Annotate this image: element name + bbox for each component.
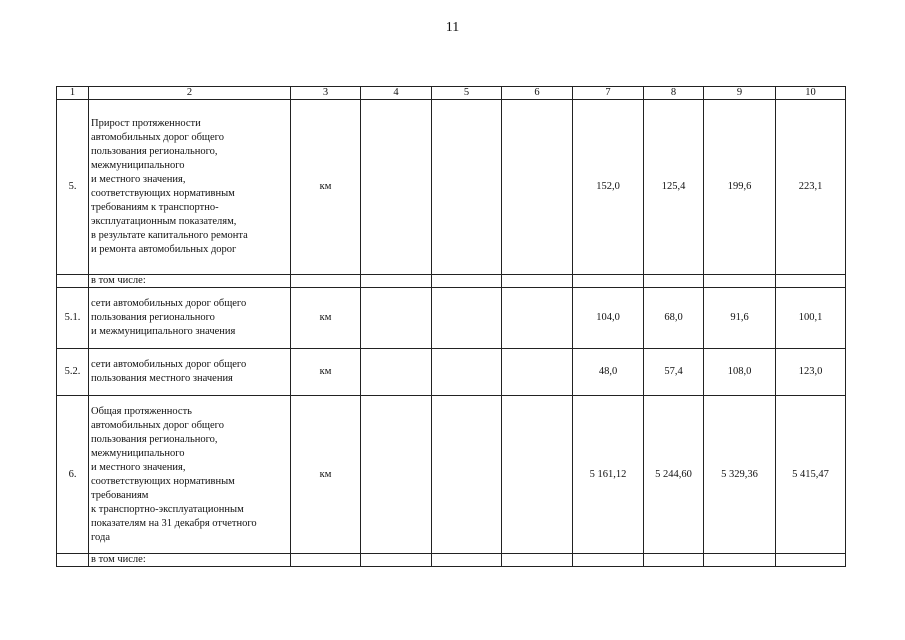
unit-cell bbox=[291, 275, 361, 288]
column-header: 10 bbox=[776, 87, 846, 100]
indicator-name: в том числе: bbox=[89, 275, 291, 288]
row-number: 5.2. bbox=[57, 349, 89, 396]
column-header: 1 bbox=[57, 87, 89, 100]
value-cell bbox=[704, 554, 776, 567]
value-cell bbox=[573, 275, 644, 288]
indicators-table bbox=[56, 86, 846, 567]
table-row bbox=[57, 100, 846, 275]
column-header: 7 bbox=[573, 87, 644, 100]
unit-cell: км bbox=[291, 396, 361, 554]
unit-cell bbox=[291, 554, 361, 567]
column-header: 9 bbox=[704, 87, 776, 100]
unit-cell: км bbox=[291, 349, 361, 396]
column-header: 6 bbox=[502, 87, 573, 100]
value-cell: 152,0 bbox=[573, 100, 644, 275]
value-cell bbox=[502, 275, 573, 288]
value-cell bbox=[432, 554, 502, 567]
value-cell: 57,4 bbox=[644, 349, 704, 396]
value-cell: 125,4 bbox=[644, 100, 704, 275]
value-cell bbox=[432, 100, 502, 275]
indicator-name: в том числе: bbox=[89, 554, 291, 567]
value-cell bbox=[704, 275, 776, 288]
value-cell bbox=[361, 288, 432, 349]
column-header: 2 bbox=[89, 87, 291, 100]
value-cell bbox=[502, 396, 573, 554]
indicator-name: сети автомобильных дорог общего пользования регионального и межмуниципального значения bbox=[89, 288, 291, 349]
value-cell: 199,6 bbox=[704, 100, 776, 275]
page-number: 11 bbox=[445, 20, 460, 35]
value-cell bbox=[361, 396, 432, 554]
value-cell bbox=[432, 349, 502, 396]
row-number: 5. bbox=[57, 100, 89, 275]
unit-cell: км bbox=[291, 288, 361, 349]
indicator-name: Общая протяженность автомобильных дорог общего пользования регионального, межмуниципального и местного значения, соответствующих нормативным требованиям к транспортно-эксплуатационным показателям на 31 декабря отчетного года bbox=[89, 396, 291, 554]
value-cell: 108,0 bbox=[704, 349, 776, 396]
table-row bbox=[57, 396, 846, 554]
value-cell bbox=[573, 554, 644, 567]
value-cell bbox=[361, 100, 432, 275]
value-cell: 5 415,47 bbox=[776, 396, 846, 554]
value-cell bbox=[644, 275, 704, 288]
value-cell: 104,0 bbox=[573, 288, 644, 349]
value-cell: 91,6 bbox=[704, 288, 776, 349]
value-cell bbox=[361, 275, 432, 288]
indicator-name: Прирост протяженности автомобильных дорог общего пользования регионального, межмуниципального и местного значения, соответствующих нормативным требованиям к транспортно- эксплуатационным показателям, в результате капитального ремонта и ремонта автомобильных дорог bbox=[89, 100, 291, 275]
value-cell bbox=[432, 396, 502, 554]
value-cell bbox=[361, 349, 432, 396]
row-number: 6. bbox=[57, 396, 89, 554]
value-cell: 68,0 bbox=[644, 288, 704, 349]
column-header: 4 bbox=[361, 87, 432, 100]
table-row bbox=[57, 275, 846, 288]
unit-cell: км bbox=[291, 100, 361, 275]
value-cell bbox=[432, 275, 502, 288]
column-header: 5 bbox=[432, 87, 502, 100]
table-row bbox=[57, 288, 846, 349]
value-cell bbox=[361, 554, 432, 567]
value-cell bbox=[432, 288, 502, 349]
value-cell: 5 244,60 bbox=[644, 396, 704, 554]
row-number bbox=[57, 554, 89, 567]
value-cell bbox=[776, 554, 846, 567]
value-cell bbox=[776, 275, 846, 288]
row-number bbox=[57, 275, 89, 288]
table-row bbox=[57, 349, 846, 396]
table-row bbox=[57, 554, 846, 567]
value-cell bbox=[502, 349, 573, 396]
value-cell: 5 161,12 bbox=[573, 396, 644, 554]
value-cell bbox=[502, 288, 573, 349]
value-cell bbox=[502, 100, 573, 275]
value-cell: 100,1 bbox=[776, 288, 846, 349]
value-cell bbox=[644, 554, 704, 567]
indicator-name: сети автомобильных дорог общего пользования местного значения bbox=[89, 349, 291, 396]
table-header-row bbox=[57, 87, 846, 100]
value-cell: 223,1 bbox=[776, 100, 846, 275]
column-header: 8 bbox=[644, 87, 704, 100]
column-header: 3 bbox=[291, 87, 361, 100]
value-cell bbox=[502, 554, 573, 567]
value-cell: 48,0 bbox=[573, 349, 644, 396]
value-cell: 123,0 bbox=[776, 349, 846, 396]
value-cell: 5 329,36 bbox=[704, 396, 776, 554]
row-number: 5.1. bbox=[57, 288, 89, 349]
